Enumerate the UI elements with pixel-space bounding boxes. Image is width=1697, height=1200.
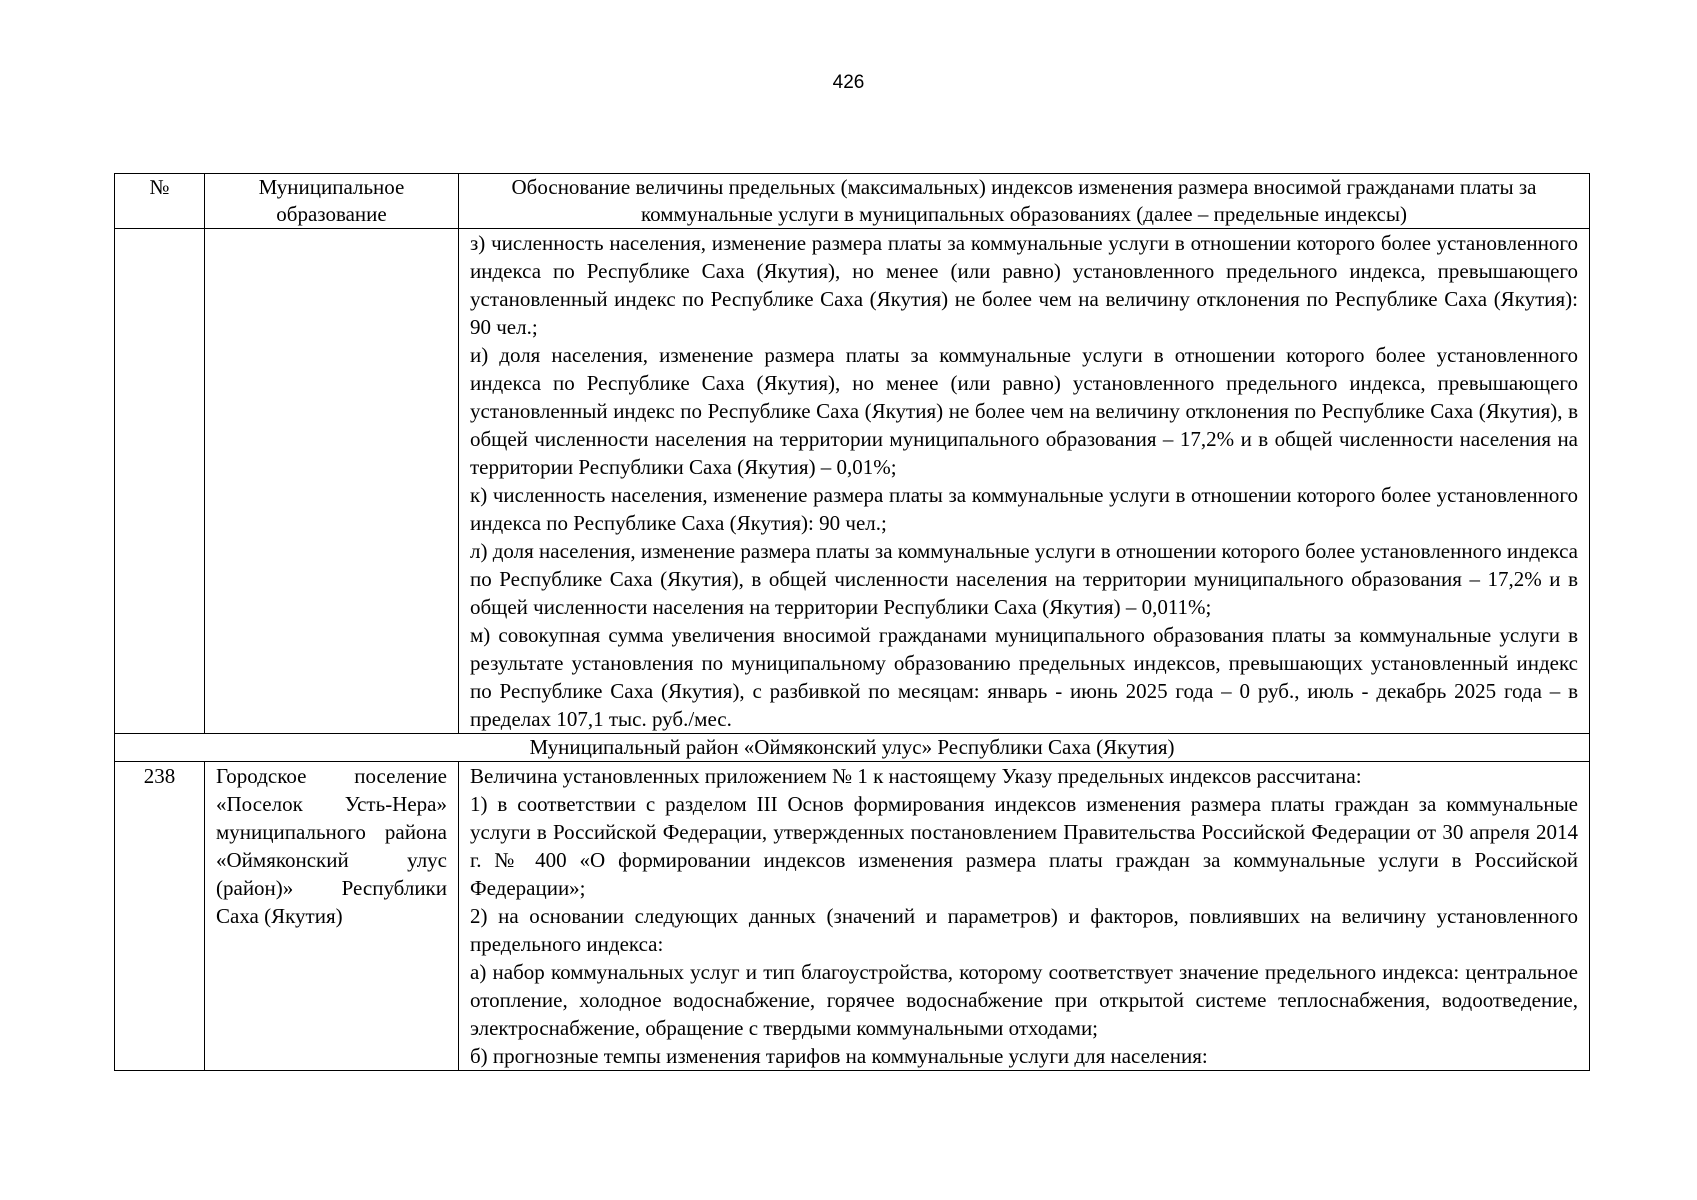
paragraph-m: м) совокупная сумма увеличения вносимой гражданами муниципального образования платы за коммунальные услуги в результате установления по муниципальному образованию предельных индексов, превышающих установленный индекс по Республике Саха (Якутия), с разбивкой по месяцам: январь - июнь 2025 года – 0 руб., июль - декабрь 2025 года – в пределах 107,1 тыс. руб./мес. xyxy=(470,623,1578,731)
paragraph-z: з) численность населения, изменение размера платы за коммунальные услуги в отношении которого более установленного индекса по Республике Саха (Якутия), но менее (или равно) установленного предельного индекса, превышающего установленный индекс по Республике Саха (Якутия) не более чем на величину отклонения по Республике Саха (Якутия): 90 чел.; xyxy=(470,231,1578,339)
header-justification: Обоснование величины предельных (максимальных) индексов изменения размера вносимой гражданами платы за коммунальные услуги в муниципальных образованиях (далее – предельные индексы) xyxy=(459,174,1590,229)
paragraph-k: к) численность населения, изменение размера платы за коммунальные услуги в отношении которого более установленного индекса по Республике Саха (Якутия): 90 чел.; xyxy=(470,483,1578,535)
paragraph-intro: Величина установленных приложением № 1 к настоящему Указу предельных индексов рассчитана: xyxy=(470,764,1362,788)
table-row-continued xyxy=(115,229,1590,734)
paragraph-a: а) набор коммунальных услуг и тип благоустройства, которому соответствует значение предельного индекса: центральное отопление, холодное водоснабжение, горячее водоснабжение при открытой системе теплоснабжения, водоотведение, электроснабжение, обращение с твердыми коммунальными отходами; xyxy=(470,960,1578,1040)
header-number: № xyxy=(115,174,205,229)
cell-justification-continued xyxy=(459,229,1590,734)
paragraph-i: и) доля населения, изменение размера платы за коммунальные услуги в отношении которого более установленного индекса по Республике Саха (Якутия), но менее (или равно) установленного предельного индекса, превышающего установленный индекс по Республике Саха (Якутия) не более чем на величину отклонения по Республике Саха (Якутия), в общей численности населения на территории муниципального образования – 17,2% и в общей численности населения на территории Республики Саха (Якутия) – 0,01%; xyxy=(470,343,1578,479)
section-title: Муниципальный район «Оймяконский улус» Республики Саха (Якутия) xyxy=(115,734,1590,762)
justification-table xyxy=(114,173,1590,1071)
header-municipality: Муниципальное образование xyxy=(205,174,459,229)
paragraph-2: 2) на основании следующих данных (значений и параметров) и факторов, повлиявших на величину установленного предельного индекса: xyxy=(470,904,1578,956)
section-row xyxy=(115,734,1590,762)
paragraph-b: б) прогнозные темпы изменения тарифов на коммунальные услуги для населения: xyxy=(470,1044,1208,1068)
page-number: 426 xyxy=(832,72,865,93)
table-header-row xyxy=(115,174,1590,229)
row-number: 238 xyxy=(115,762,205,1071)
paragraph-1: 1) в соответствии с разделом III Основ формирования индексов изменения размера платы граждан за коммунальные услуги в Российской Федерации, утвержденных постановлением Правительства Российской Федерации от 30 апреля 2014 г. № 400 «О формировании индексов изменения размера платы граждан за коммунальные услуги в Российской Федерации»; xyxy=(470,792,1578,900)
row-municipality: Городское поселение «Поселок Усть-Нера» муниципального района «Оймяконский улус (район)» Республики Саха (Якутия) xyxy=(205,762,459,1071)
cell-number-empty xyxy=(115,229,205,734)
cell-municipality-empty xyxy=(205,229,459,734)
row-justification xyxy=(459,762,1590,1071)
table-row-238 xyxy=(115,762,1590,1071)
paragraph-l: л) доля населения, изменение размера платы за коммунальные услуги в отношении которого более установленного индекса по Республике Саха (Якутия), в общей численности населения на территории муниципального образования – 17,2% и в общей численности населения на территории Республики Саха (Якутия) – 0,011%; xyxy=(470,539,1578,619)
